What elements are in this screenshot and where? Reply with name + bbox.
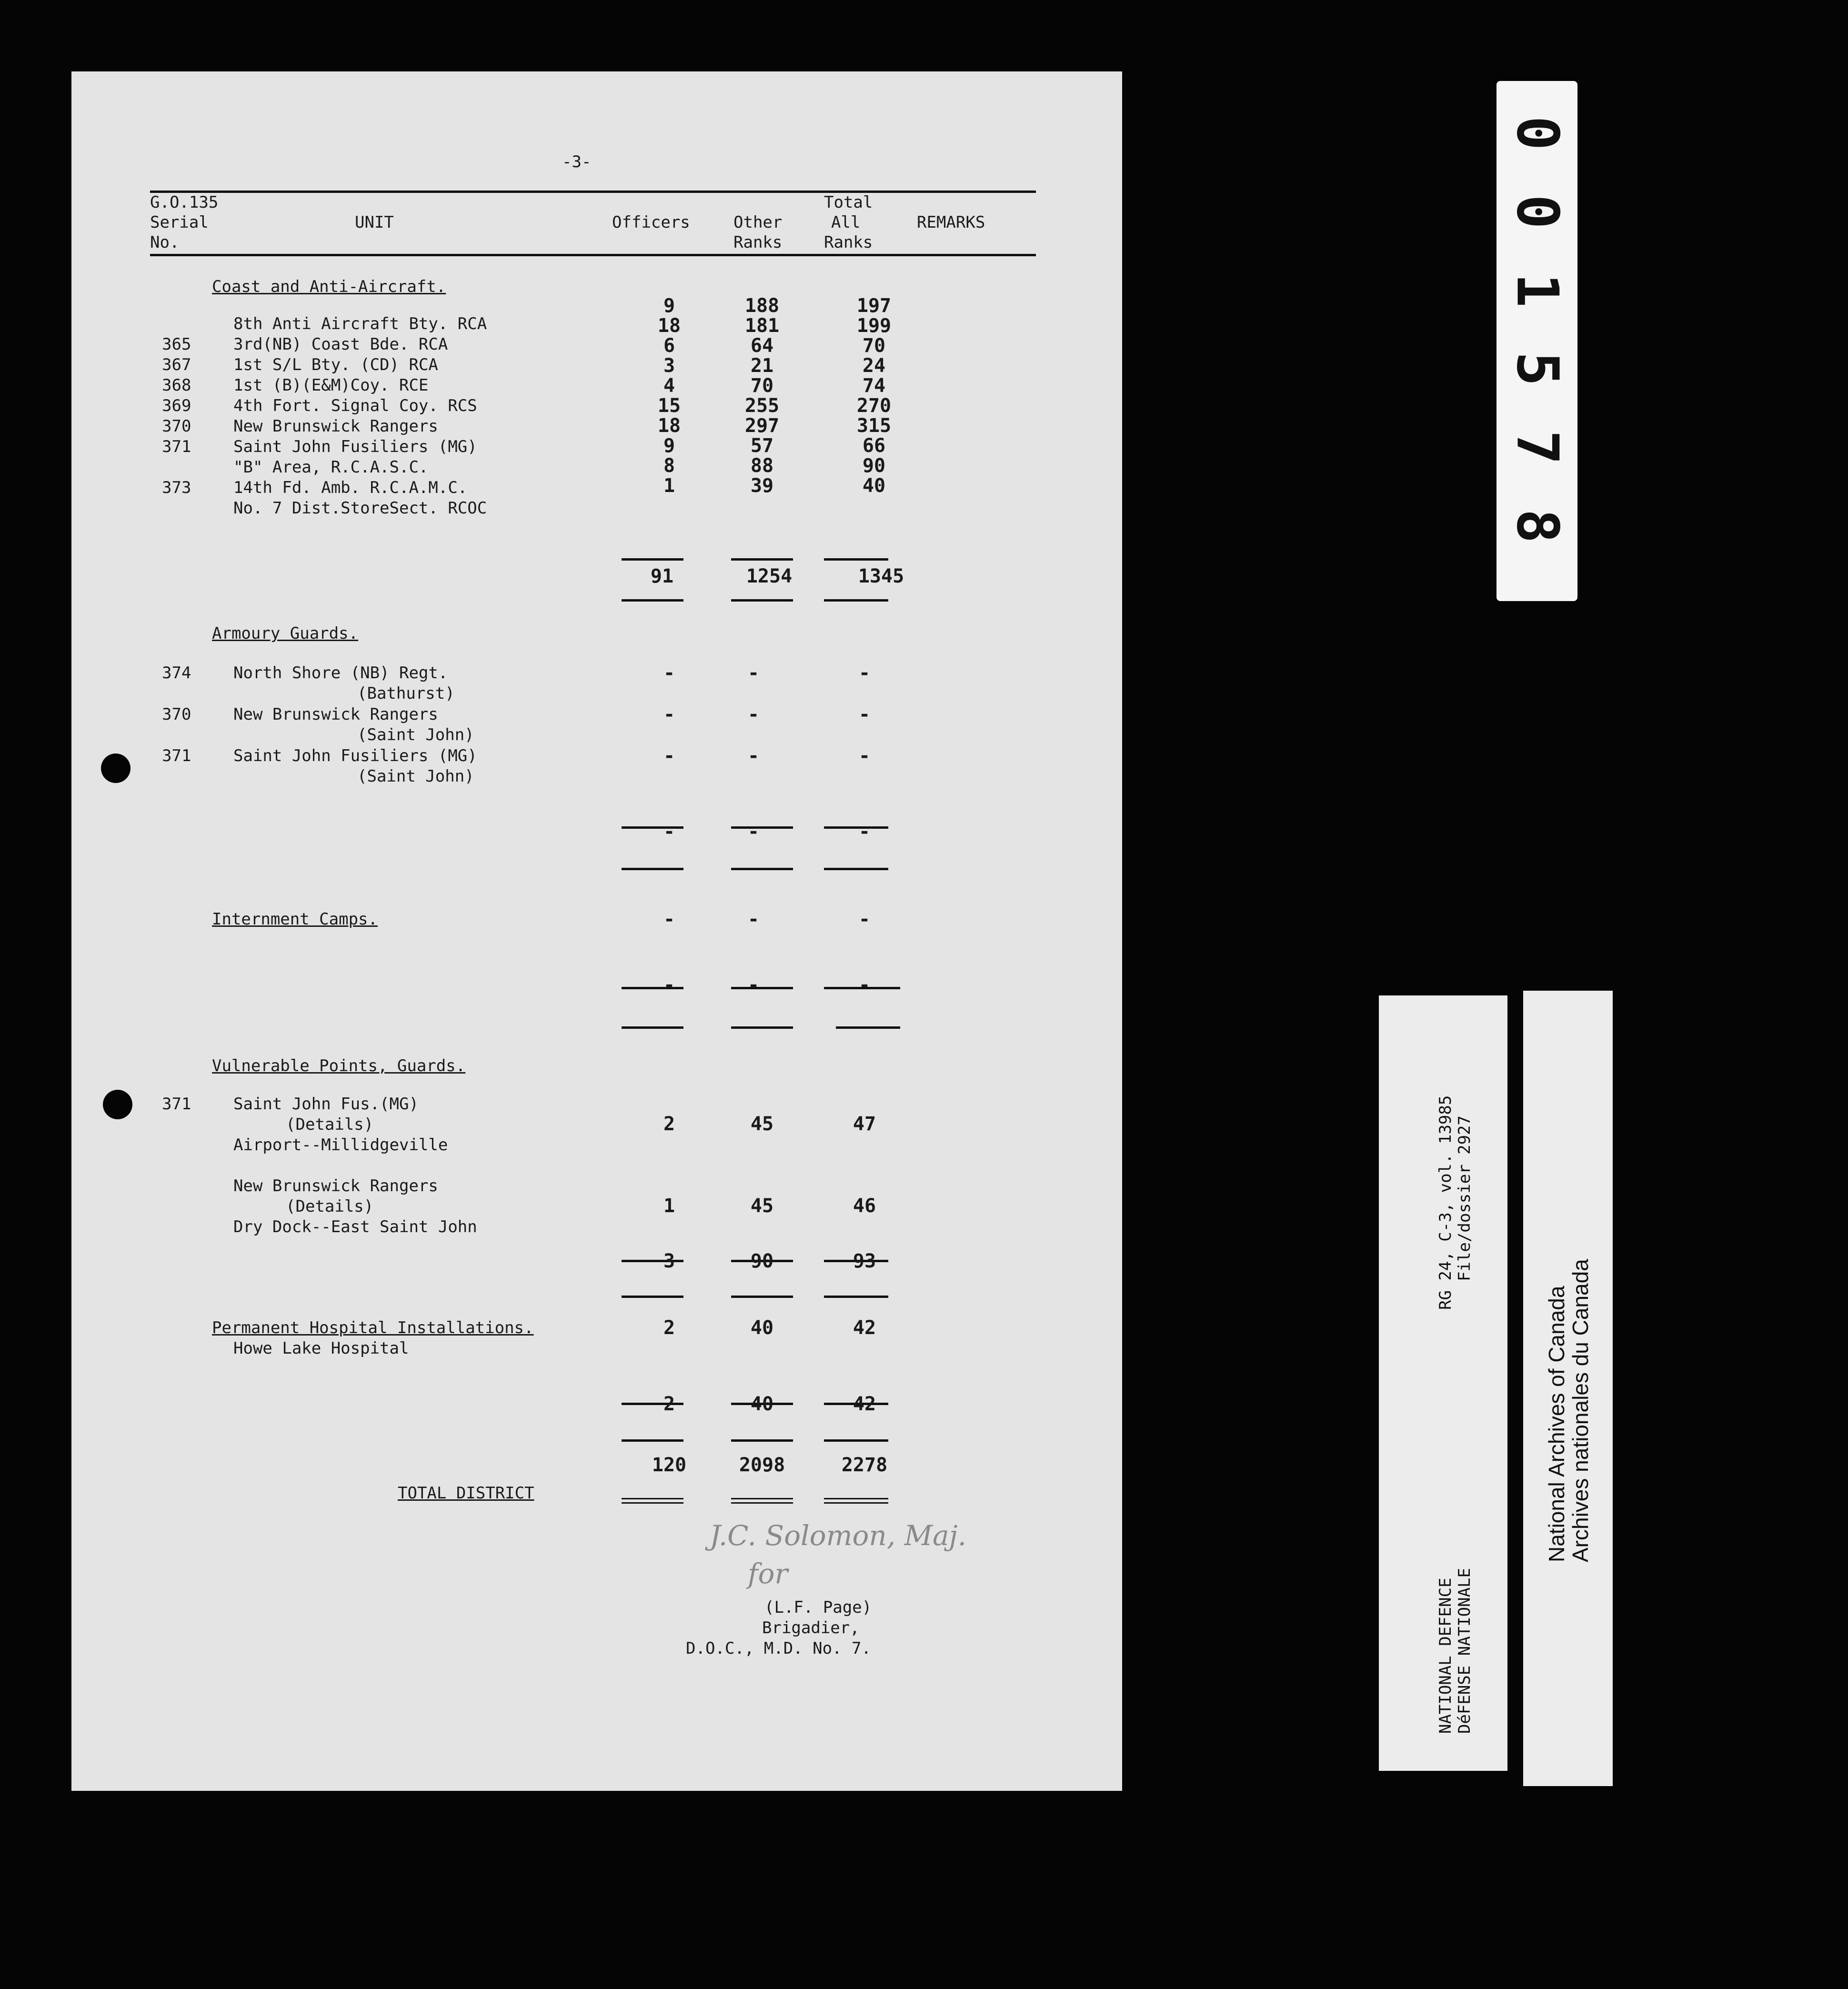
document-body [71,71,1122,1791]
final-rule [731,1502,793,1504]
row-officers: 1 [663,475,675,497]
row-officers: 18 [657,415,681,437]
subtotal-rule [731,1296,793,1298]
coast-total-all: 1345 [858,565,904,587]
row-total: 74 [862,375,886,397]
signatory-rank: Brigadier, [762,1618,860,1637]
row-serial: 365 [162,335,191,354]
row-officers: 4 [663,375,675,397]
district-total-other-ranks: 2098 [739,1454,785,1476]
vulnerable-total-officers: 3 [663,1250,675,1272]
row-detail: (Details) [286,1115,374,1134]
row-other-ranks: 57 [750,435,774,457]
final-rule [731,1498,793,1499]
section-heading-coast: Coast and Anti-Aircraft. [212,277,446,296]
internment-other-ranks: - [747,908,760,930]
row-serial: 370 [162,705,191,724]
subtotal-rule [824,599,888,602]
header-total-ranks: Ranks [824,233,873,252]
header-ref: G.O.135 [150,193,219,212]
row-total: - [858,703,871,725]
row-total: 90 [862,455,886,477]
row-other-ranks: - [747,662,760,684]
archive-dept-line2: DéFENSE NATIONALE [1455,1568,1474,1734]
row-total: 40 [862,475,886,497]
header-unit: UNIT [355,213,394,232]
row-other-ranks: 181 [744,315,780,337]
row-total: 199 [856,315,892,337]
archive-name-en: National Archives of Canada [1544,1286,1569,1562]
row-other-ranks: 88 [750,455,774,477]
hospital-total-other-ranks: 40 [750,1393,774,1415]
district-total-all: 2278 [841,1454,888,1476]
row-other-ranks: 45 [750,1195,774,1217]
internment-total-officers: - [663,974,675,996]
row-unit: 1st (B)(E&M)Coy. RCE [233,376,429,395]
row-serial: 368 [162,376,191,395]
row-officers: 9 [663,435,675,457]
total-district-label: TOTAL DISTRICT [398,1484,534,1503]
header-remarks: REMARKS [917,213,985,232]
row-serial: 367 [162,355,191,374]
row-other-ranks: 39 [750,475,774,497]
vulnerable-total-other-ranks: 90 [750,1250,774,1272]
row-officers: 15 [657,395,681,417]
header-officers: Officers [612,213,690,232]
row-other-ranks: 188 [744,295,780,317]
coast-total-other-ranks: 1254 [746,565,793,587]
armoury-total-officers: - [663,821,675,843]
row-officers: 3 [663,355,675,377]
signatory-name: (L.F. Page) [764,1598,872,1617]
internment-total: - [858,908,871,930]
frame-number-strip [1496,81,1577,601]
header-other: Other [733,213,783,232]
archive-ref-line2: File/dossier 2927 [1455,1115,1474,1281]
armoury-total-other-ranks: - [747,821,760,843]
subtotal-rule [622,1026,683,1029]
subtotal-rule [731,599,793,602]
handwritten-for: for [748,1557,788,1590]
row-serial: 370 [162,417,191,436]
header-total-all: All [831,213,861,232]
document-page [71,71,1122,1791]
row-serial: 374 [162,663,191,683]
row-serial: 371 [162,437,191,456]
row-place: (Bathurst) [357,684,455,703]
row-total: 70 [862,335,886,357]
row-serial: 373 [162,478,191,497]
section-heading-hospital: Permanent Hospital Installations. [212,1318,534,1337]
row-unit: New Brunswick Rangers [233,1176,438,1195]
archive-reference-label [1379,995,1507,1771]
row-unit: North Shore (NB) Regt. [233,663,448,683]
punch-hole [103,1090,132,1119]
section-heading-armoury: Armoury Guards. [212,624,359,643]
header-total: Total [824,193,873,212]
subtotal-rule [622,1296,683,1298]
final-rule [824,1502,888,1504]
row-officers: 6 [663,335,675,357]
frame-digit: 0 [1504,116,1570,151]
header-serial-no: No. [150,233,180,252]
row-officers: - [663,703,675,725]
internment-total-all: - [858,974,871,996]
subtotal-rule [836,1026,900,1029]
subtotal-rule [622,868,683,870]
handwritten-signature: J.C. Solomon, Maj. [710,1519,967,1552]
header-bottom-rule [150,254,1036,256]
row-officers: 9 [663,295,675,317]
hospital-total-officers: 2 [663,1393,675,1415]
row-unit: 4th Fort. Signal Coy. RCS [233,396,477,415]
row-total: 197 [856,295,892,317]
subtotal-rule [622,1439,683,1442]
archive-ref-line1: RG 24, C-3, vol. 13985 [1436,1095,1455,1310]
section-heading-vulnerable: Vulnerable Points, Guards. [212,1056,466,1075]
vulnerable-total-all: 93 [853,1250,876,1272]
signatory-title: D.O.C., M.D. No. 7. [686,1639,871,1658]
subtotal-rule [731,1026,793,1029]
subtotal-rule [731,558,793,561]
row-total: - [858,745,871,767]
row-total: 66 [862,435,886,457]
row-unit: Saint John Fusiliers (MG) [233,437,477,456]
final-rule [622,1498,683,1499]
header-other-ranks: Ranks [733,233,783,252]
row-unit: "B" Area, R.C.A.S.C. [233,458,429,477]
subtotal-rule [622,558,683,561]
subtotal-rule [731,1439,793,1442]
coast-total-officers: 91 [650,565,674,587]
row-other-ranks: 255 [744,395,780,417]
subtotal-rule [824,1439,888,1442]
subtotal-rule [824,558,888,561]
internment-officers: - [663,908,675,930]
row-unit: Saint John Fus.(MG) [233,1095,419,1114]
row-other-ranks: - [747,745,760,767]
punch-hole [101,753,131,783]
row-unit: New Brunswick Rangers [233,705,438,724]
subtotal-rule [824,1296,888,1298]
frame-digit: 0 [1504,194,1570,229]
row-unit: 14th Fd. Amb. R.C.A.M.C. [233,478,468,497]
armoury-total-all: - [858,821,871,843]
archive-dept-line1: NATIONAL DEFENCE [1436,1577,1455,1734]
row-total: 315 [856,415,892,437]
row-total: 46 [853,1195,876,1217]
hospital-total-all: 42 [853,1393,876,1415]
row-unit: 3rd(NB) Coast Bde. RCA [233,335,448,354]
row-serial: 369 [162,396,191,415]
row-place: (Saint John) [357,725,474,744]
section-heading-internment: Internment Camps. [212,910,378,929]
row-unit: No. 7 Dist.StoreSect. RCOC [233,499,487,518]
row-unit: Saint John Fusiliers (MG) [233,746,477,765]
archive-name-label [1523,991,1613,1786]
row-total: 270 [856,395,892,417]
frame-digit: 1 [1504,273,1570,308]
district-total-officers: 120 [652,1454,687,1476]
row-other-ranks: - [747,703,760,725]
final-rule [622,1502,683,1504]
hospital-other-ranks: 40 [750,1317,774,1339]
archive-name-fr: Archives nationales du Canada [1568,1259,1593,1562]
subtotal-rule [824,868,888,870]
frame-digit: 8 [1504,509,1570,543]
page-number: -3- [562,152,592,171]
row-officers: 1 [663,1195,675,1217]
subtotal-rule [622,599,683,602]
row-other-ranks: 64 [750,335,774,357]
row-officers: - [663,745,675,767]
internment-total-other-ranks: - [747,974,760,996]
hospital-officers: 2 [663,1317,675,1339]
final-rule [824,1498,888,1499]
row-other-ranks: 21 [750,355,774,377]
row-other-ranks: 70 [750,375,774,397]
row-unit: 1st S/L Bty. (CD) RCA [233,355,438,374]
hospital-total: 42 [853,1317,876,1339]
row-officers: 2 [663,1113,675,1135]
row-officers: - [663,662,675,684]
row-total: - [858,662,871,684]
row-unit: New Brunswick Rangers [233,417,438,436]
frame-digit: 7 [1504,430,1570,465]
row-serial: 371 [162,746,191,765]
row-serial: 371 [162,1095,191,1114]
frame-digit: 5 [1504,352,1570,386]
subtotal-rule [731,868,793,870]
row-total: 24 [862,355,886,377]
header-serial: Serial [150,213,209,232]
row-place: (Saint John) [357,767,474,786]
row-other-ranks: 297 [744,415,780,437]
row-place: Airport--Millidgeville [233,1135,448,1155]
row-officers: 8 [663,455,675,477]
row-place: Dry Dock--East Saint John [233,1217,477,1236]
row-total: 47 [853,1113,876,1135]
hospital-unit: Howe Lake Hospital [233,1339,409,1358]
row-unit: 8th Anti Aircraft Bty. RCA [233,314,487,333]
row-officers: 18 [657,315,681,337]
header-top-rule [150,191,1036,193]
row-detail: (Details) [286,1197,374,1216]
row-other-ranks: 45 [750,1113,774,1135]
